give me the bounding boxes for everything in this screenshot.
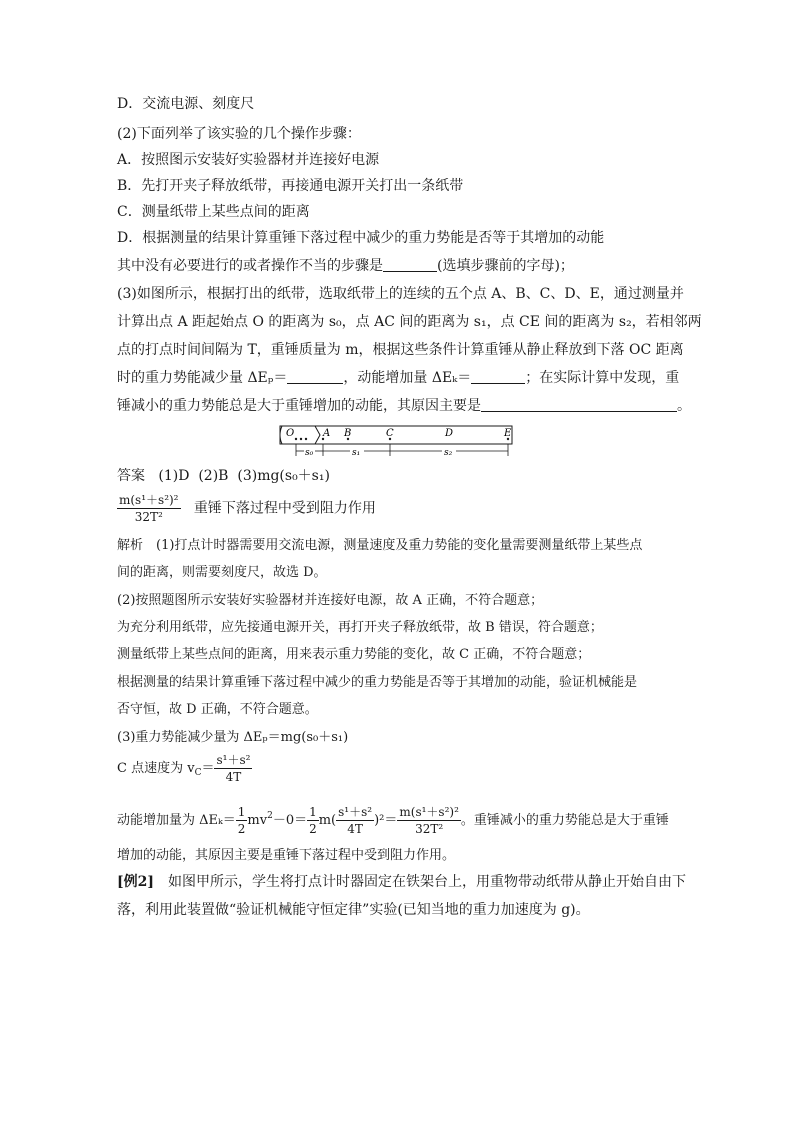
step-b: B．先打开夹子释放纸带，再接通电源开关打出一条纸带 [117, 178, 464, 194]
example2-line2: 落，利用此装置做“验证机械能守恒定律”实验(已知当地的重力加速度为 g)。 [117, 902, 590, 918]
answer-reason: 重锤下落过程中受到阻力作用 [193, 500, 376, 517]
example2-text1: 如图甲所示，学生将打点计时器固定在铁架台上，用重物带动纸带从静止开始自由下 [154, 874, 686, 890]
part2-question-text: 其中没有必要进行的或者操作不当的步骤是 [117, 258, 383, 274]
point-c-label: C [386, 428, 394, 439]
analysis-line7: 否守恒，故 D 正确，不符合题意。 [117, 702, 318, 717]
analysis-line6: 根据测量的结果计算重锤下落过程中减少的重力势能是否等于其增加的动能，验证机械能是 [117, 675, 638, 690]
analysis-line8: (3)重力势能减少量为 ΔEₚ＝mg(s₀＋s₁) [117, 730, 349, 745]
answer-part2: (2)B [198, 468, 229, 484]
half-denominator: 2 [237, 822, 246, 836]
vc-denominator: 4T [225, 770, 242, 784]
point-d-label: D [445, 428, 454, 439]
ek-text: 动能增加量为 ΔEₖ＝ [117, 813, 236, 828]
ek-result-numerator: m(s¹＋s²)² [399, 805, 459, 819]
answer-blank [383, 257, 437, 272]
analysis-line2: 间的距离，则需要刻度尺，故选 D。 [117, 565, 327, 580]
half-fraction [236, 804, 248, 837]
point-o-label: O [286, 428, 295, 439]
vc-fraction [214, 752, 252, 785]
analysis-line9: C 点速度为 $v_C=$ $\frac{\text{s¹＋s²}}{4T}$ [117, 753, 251, 784]
ek-minus: －0＝ [272, 813, 308, 828]
part2-question-note: (选填步骤前的字母)； [437, 258, 574, 274]
answer-blank [287, 369, 343, 384]
kinetic-energy-fraction [117, 492, 181, 525]
example2-line1 [117, 872, 686, 892]
point-b-label: B [344, 428, 352, 439]
half-fraction-2 [307, 804, 319, 837]
vc-equals: ＝ [201, 761, 215, 776]
example-tag: [例2] [117, 874, 154, 890]
dot [295, 438, 297, 440]
ek-tail: 。重锤减小的重力势能总是大于重锤 [460, 813, 669, 828]
analysis-line10: 动能增加量为 ΔEₖ＝ $\frac{1}{2}$ $mv^2-0=$ $\frac{1}{2}$ m( $\frac{\text{s¹＋s²}}{4T}$ )²＝ $\frac{\text{m(s¹＋s²)²}}{\text{32T²}}$ 。重锤减小的重力势能总是大于重锤 [117, 805, 669, 836]
vc-numerator: s¹＋s² [216, 753, 251, 767]
part3-line5 [117, 396, 691, 416]
part2-intro: (2)下面列举了该实验的几个操作步骤： [117, 126, 361, 142]
paper-tape-figure [278, 424, 516, 460]
part3-line5-text: 锤减小的重力势能总是大于重锤增加的动能，其原因主要是 [117, 398, 481, 414]
analysis-line5: 测量纸带上某些点间的距离，用来表示重力势能的变化，故 C 正确，不符合题意； [117, 647, 591, 662]
part3-line1: (3)如图所示，根据打出的纸带，选取纸带上的连续的五个点 A、B、C、D、E，通过测量并 [117, 286, 684, 302]
part3-line4 [117, 368, 679, 388]
point-a-label: A [323, 428, 331, 439]
part3-line4-text3: ；在实际计算中发现，重 [525, 370, 680, 386]
dot [300, 438, 302, 440]
ek-result-denominator: 32T² [415, 822, 444, 836]
step-a: A．按照图示安装好实验器材并连接好电源 [117, 152, 380, 168]
step-c: C．测量纸带上某些点间的距离 [117, 204, 310, 220]
answer-label: 答案 [117, 468, 145, 484]
analysis-line1: 解析 (1)打点计时器需要用交流电源，测量速度及重力势能的变化量需要测量纸带上某些点 [117, 538, 643, 553]
vc-fraction-2 [336, 804, 374, 837]
part3-line5-end: 。 [677, 398, 691, 414]
analysis-line11: 增加的动能，其原因主要是重锤下落过程中受到阻力作用。 [117, 848, 456, 863]
analysis-line4: 为充分利用纸带，应先接通电源开关，再打开夹子释放纸带，故 B 错误，符合题意； [117, 620, 603, 635]
ek-result-fraction [397, 804, 461, 837]
ek-mv: mv [247, 813, 268, 828]
vc-numerator-2: s¹＋s² [338, 805, 373, 819]
vc-denominator-2: 4T [347, 822, 363, 836]
option-d: D．交流电源、刻度尺 [117, 96, 255, 112]
answer-part3: (3)mg(s₀＋s₁) [237, 468, 330, 484]
point-e-label: E [504, 428, 512, 439]
ek-m-open: m( [318, 813, 337, 828]
tape-outline [280, 426, 512, 444]
step-d: D．根据测量的结果计算重锤下落过程中减少的重力势能是否等于其增加的动能 [117, 230, 605, 246]
fraction-denominator: 32T² [134, 510, 163, 524]
tape-break-mark [315, 426, 320, 444]
vc-text: C 点速度为 v [117, 761, 195, 776]
answer-blank [471, 369, 525, 384]
ek-close: )²＝ [374, 813, 398, 828]
part3-line4-text1: 时的重力势能减少量 ΔEₚ＝ [117, 370, 288, 386]
dot [305, 438, 307, 440]
fraction-numerator: m(s¹＋s²)² [119, 493, 179, 507]
answer-line [117, 466, 330, 486]
s0-label: s₀ [305, 448, 314, 458]
half-numerator-2: 1 [309, 805, 317, 819]
analysis-line3: (2)按照题图所示安装好实验器材并连接好电源，故 A 正确，不符合题意； [117, 593, 544, 608]
part3-line2: 计算出点 A 距起始点 O 的距离为 s₀，点 AC 间的距离为 s₁，点 CE 间的距离为 s₂，若相邻两 [117, 314, 702, 330]
answer-part1: (1)D [158, 468, 190, 484]
s2-label: s₂ [444, 448, 453, 458]
part2-question [117, 256, 574, 276]
answer-blank [481, 397, 677, 412]
s1-label: s₁ [352, 448, 361, 458]
half-numerator: 1 [237, 805, 246, 819]
part3-line4-text2: ，动能增加量 ΔEₖ＝ [343, 370, 472, 386]
part3-line3: 点的打点时间间隔为 T，重锤质量为 m，根据这些条件计算重锤从静止释放到下落 OC 距离 [117, 342, 684, 358]
half-denominator-2: 2 [309, 822, 317, 836]
answer-fraction-line [117, 492, 376, 525]
